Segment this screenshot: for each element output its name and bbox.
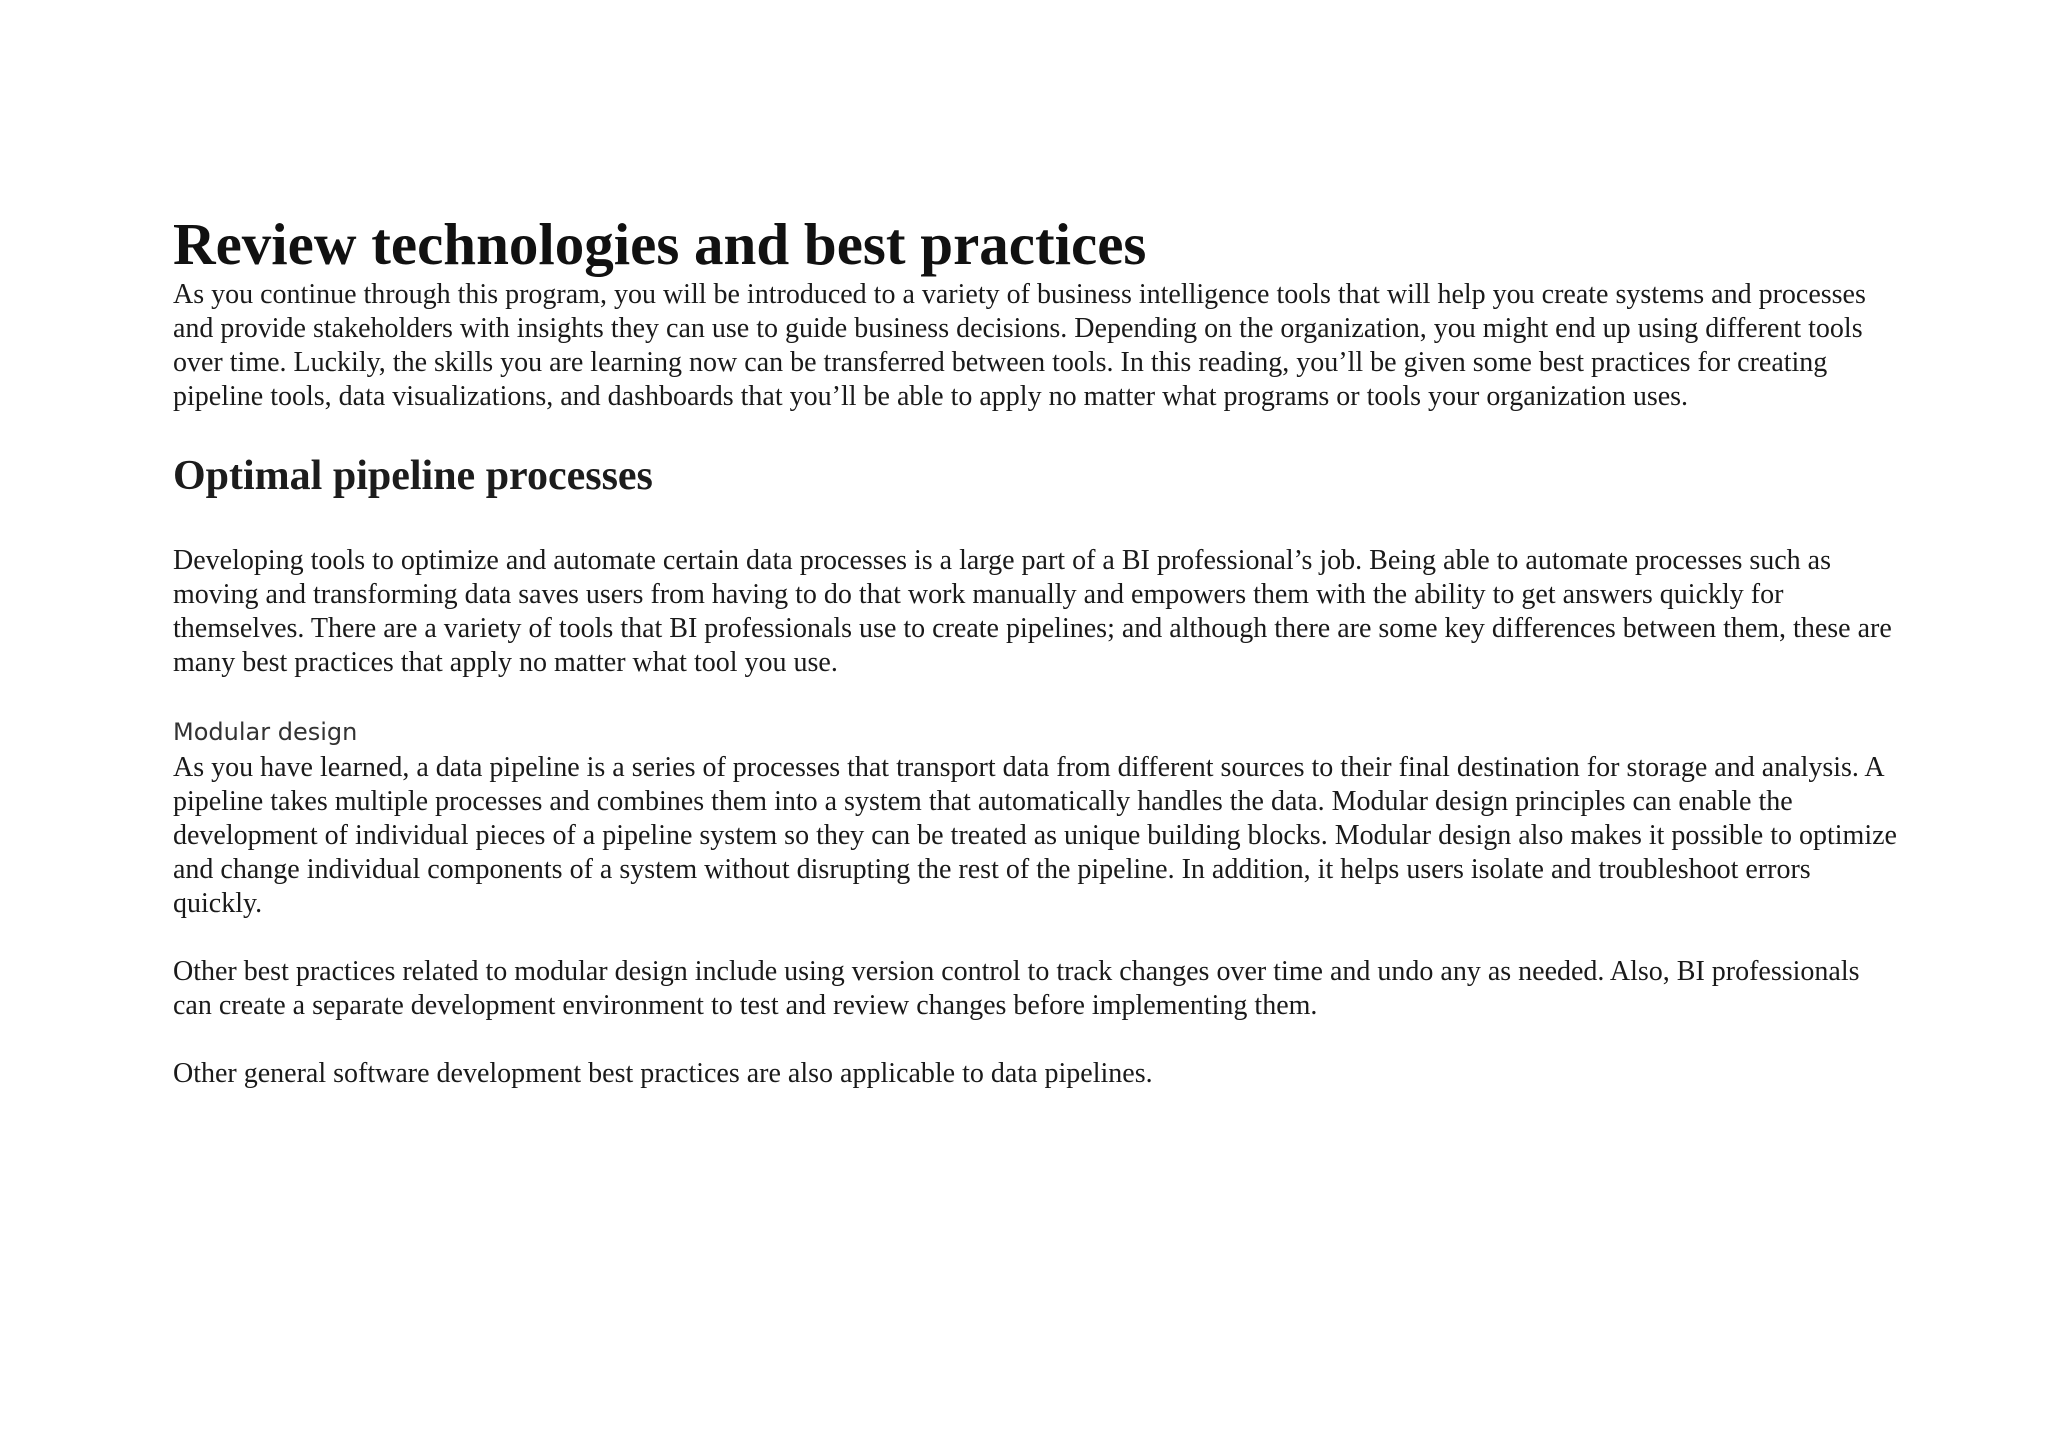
modular-design-paragraph: As you have learned, a data pipeline is a series of processes that transport data from different sources to their final destination for storage and analysis. A pipeline takes multiple processes and combines them into a system that automatically handles the data. Modular design principles can enable the development of individual pieces of a pipeline system so they can be treated as unique building blocks. Modular design also makes it possible to optimize and change individual components of a system without disrupting the rest of the pipeline. In addition, it helps users isolate and troubleshoot errors quickly.: [173, 752, 1897, 919]
general-practices-paragraph: Other general software development best practices are also applicable to data pipelines.: [173, 1058, 1153, 1089]
document-page: [173, 210, 1898, 1091]
section-heading: Optimal pipeline processes: [173, 453, 653, 499]
document-title: Review technologies and best practices: [173, 211, 1147, 277]
intro-paragraph: As you continue through this program, you will be introduced to a variety of business intelligence tools that will help you create systems and processes and provide stakeholders with insights they can use to guide business decisions. Depending on the organization, you might end up using different tools over time. Luckily, the skills you are learning now can be transferred between tools. In this reading, you’ll be given some best practices for creating pipeline tools, data visualizations, and dashboards that you’ll be able to apply no matter what programs or tools your organization uses.: [173, 279, 1866, 412]
pipeline-paragraph: Developing tools to optimize and automate certain data processes is a large part of a BI professional’s job. Being able to automate processes such as moving and transforming data saves users from having to do that work manually and empowers them with the ability to get answers quickly for themselves. There are a variety of tools that BI professionals use to create pipelines; and although there are some key differences between them, these are many best practices that apply no matter what tool you use.: [173, 545, 1892, 678]
subheading-modular-design: Modular design: [173, 718, 358, 746]
other-best-practices-paragraph: Other best practices related to modular design include using version control to track changes over time and undo any as needed. Also, BI professionals can create a separate development environment to test and review changes before implementing them.: [173, 956, 1860, 1021]
